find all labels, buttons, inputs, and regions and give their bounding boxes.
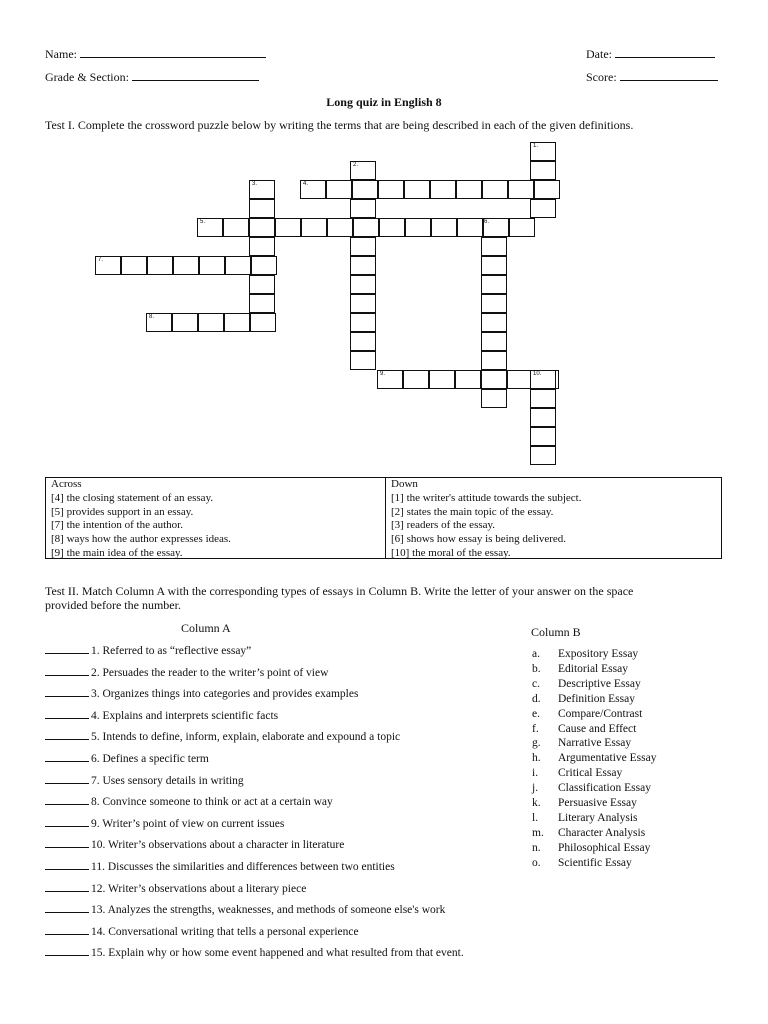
item-text: 14. Conversational writing that tells a personal experience (91, 925, 359, 938)
matching-item (45, 924, 359, 938)
crossword-cell[interactable] (327, 218, 353, 237)
crossword-cell[interactable] (198, 313, 224, 332)
essay-option (532, 842, 650, 854)
crossword-cell[interactable] (350, 313, 376, 332)
crossword-cell[interactable] (405, 218, 431, 237)
option-text: Scientific Essay (558, 856, 632, 869)
matching-item (45, 816, 284, 830)
crossword-cell[interactable] (350, 256, 376, 275)
matching-item (45, 708, 278, 722)
answer-blank[interactable] (45, 816, 89, 827)
matching-item (45, 859, 395, 873)
essay-option (532, 812, 638, 824)
grade-label: Grade & Section: (45, 70, 129, 84)
clue-number: 6. (484, 219, 490, 225)
essay-option (532, 723, 636, 735)
item-text: 15. Explain why or how some event happened and what resulted from that event. (91, 947, 464, 960)
clue-number: 5. (200, 219, 206, 225)
essay-option (532, 693, 635, 705)
essay-option (532, 648, 638, 660)
matching-item (45, 665, 328, 679)
page-title: Long quiz in English 8 (326, 95, 442, 109)
clue-number: 1. (533, 143, 539, 149)
answer-blank[interactable] (45, 881, 89, 892)
crossword-cell[interactable] (249, 275, 275, 294)
crossword-cell[interactable] (350, 199, 376, 218)
essay-option (532, 857, 632, 869)
item-text: 2. Persuades the reader to the writer’s point of view (91, 666, 329, 679)
down-column (386, 478, 721, 558)
matching-item (45, 881, 306, 895)
clue-number: 7. (98, 257, 104, 263)
answer-blank[interactable] (45, 686, 89, 697)
option-text: Editorial Essay (558, 662, 628, 675)
item-text: 3. Organizes things into categories and provides examples (91, 688, 359, 701)
crossword-cell[interactable] (350, 332, 376, 351)
crossword-cell[interactable] (352, 180, 378, 199)
crossword-cell[interactable] (249, 237, 275, 256)
essay-option (532, 737, 631, 749)
essay-option (532, 752, 656, 764)
option-letter: d. (532, 692, 541, 705)
answer-blank[interactable] (45, 665, 89, 676)
crossword-cell[interactable] (404, 180, 430, 199)
clue-number: 10. (533, 371, 542, 377)
essay-option (532, 767, 622, 779)
answer-blank[interactable] (45, 837, 89, 848)
across-column (46, 478, 385, 558)
crossword-cell[interactable] (172, 313, 198, 332)
clue-table (45, 477, 722, 559)
essay-option (532, 782, 651, 794)
down-clue: [2] states the main topic of the essay. (391, 505, 554, 518)
matching-item (45, 773, 244, 787)
item-text: 12. Writer’s observations about a literary piece (91, 882, 307, 895)
item-text: 5. Intends to define, inform, explain, elaborate and expound a topic (91, 731, 401, 744)
answer-blank[interactable] (45, 924, 89, 935)
option-letter: h. (532, 752, 541, 765)
down-clue: [10] the moral of the essay. (391, 546, 511, 559)
down-clue: [6] shows how essay is being delivered. (391, 533, 567, 546)
crossword-cell[interactable] (509, 218, 535, 237)
crossword-cell[interactable] (481, 370, 507, 389)
answer-blank[interactable] (45, 794, 89, 805)
option-letter: a. (532, 648, 540, 660)
crossword-cell[interactable] (147, 256, 173, 275)
item-text: 6. Defines a specific term (91, 753, 209, 765)
crossword-cell[interactable] (530, 389, 556, 408)
option-text: Cause and Effect (558, 722, 637, 735)
option-letter: j. (532, 782, 539, 795)
matching-item (45, 686, 358, 700)
crossword-cell[interactable] (455, 370, 481, 389)
essay-option (532, 827, 645, 839)
item-text: 11. Discusses the similarities and differences between two entities (91, 861, 395, 873)
answer-blank[interactable] (45, 773, 89, 784)
crossword-cell[interactable] (508, 180, 534, 199)
option-text: Classification Essay (558, 782, 651, 795)
matching-item (45, 751, 209, 765)
crossword-cell[interactable] (534, 180, 560, 199)
answer-blank[interactable] (45, 729, 89, 740)
matching-item (45, 945, 464, 959)
crossword-cell[interactable] (430, 180, 456, 199)
item-text: 1. Referred to as “reflective essay” (91, 645, 252, 657)
option-letter: n. (532, 841, 541, 854)
crossword-cell[interactable] (249, 218, 275, 237)
essay-option (532, 678, 641, 690)
option-text: Philosophical Essay (558, 841, 651, 854)
option-letter: o. (532, 856, 541, 869)
crossword-cell[interactable] (350, 237, 376, 256)
option-text: Definition Essay (558, 692, 635, 705)
crossword-cell[interactable] (530, 427, 556, 446)
crossword-cell[interactable] (251, 256, 277, 275)
essay-option (532, 663, 628, 675)
crossword-cell[interactable] (481, 313, 507, 332)
crossword-cell[interactable] (530, 446, 556, 465)
matching-item (45, 902, 445, 916)
crossword-cell[interactable] (482, 180, 508, 199)
across-clue: [4] the closing statement of an essay. (51, 491, 214, 504)
across-clue: [8] ways how the author expresses ideas. (51, 533, 231, 546)
option-text: Literary Analysis (558, 811, 638, 824)
option-letter: c. (532, 677, 540, 690)
answer-blank[interactable] (45, 643, 89, 654)
crossword-cell[interactable] (224, 313, 250, 332)
name-label: Name: (45, 47, 77, 61)
crossword-cell[interactable] (275, 218, 301, 237)
crossword-cell[interactable] (530, 161, 556, 180)
option-text: Expository Essay (558, 648, 639, 660)
crossword-cell[interactable] (481, 332, 507, 351)
crossword-cell[interactable] (403, 370, 429, 389)
date-label: Date: (586, 47, 612, 61)
crossword-grid (0, 0, 768, 480)
item-text: 13. Analyzes the strengths, weaknesses, and methods of someone else's work (91, 904, 446, 917)
option-letter: i. (532, 767, 539, 780)
option-letter: g. (532, 737, 541, 750)
crossword-cell[interactable] (223, 218, 249, 237)
crossword-cell[interactable] (481, 389, 507, 408)
clue-number: 8. (149, 314, 155, 320)
answer-blank[interactable] (45, 859, 89, 870)
crossword-cell[interactable] (378, 180, 404, 199)
test2-instruction-line1: Test II. Match Column A with the corresponding types of essays in Column B. Write the letter of your answer on the space (45, 584, 634, 598)
crossword-cell[interactable] (481, 256, 507, 275)
clue-number: 9. (380, 371, 386, 377)
crossword-cell[interactable] (350, 294, 376, 313)
essay-option (532, 797, 637, 809)
item-text: 8. Convince someone to think or act at a certain way (91, 796, 333, 809)
matching-item (45, 643, 251, 657)
crossword-cell[interactable] (250, 313, 276, 332)
crossword-cell[interactable] (173, 256, 199, 275)
crossword-cell[interactable] (429, 370, 455, 389)
matching-item (45, 837, 344, 851)
crossword-cell[interactable] (353, 218, 379, 237)
option-letter: b. (532, 662, 541, 675)
crossword-cell[interactable] (456, 180, 482, 199)
crossword-cell[interactable] (249, 199, 275, 218)
option-text: Narrative Essay (558, 737, 632, 750)
crossword-cell[interactable] (199, 256, 225, 275)
answer-blank[interactable] (45, 945, 89, 956)
option-letter: k. (532, 797, 541, 809)
clue-number: 2. (353, 162, 359, 168)
clue-number: 3. (252, 181, 258, 187)
option-text: Persuasive Essay (558, 797, 637, 809)
across-clue: [5] provides support in an essay. (51, 505, 194, 518)
across-clue: [9] the main idea of the essay. (51, 546, 183, 559)
across-clue: [7] the intention of the author. (51, 519, 183, 532)
answer-blank[interactable] (45, 902, 89, 913)
crossword-cell[interactable] (457, 218, 483, 237)
across-title: Across (51, 478, 82, 490)
column-a-title: Column A (181, 621, 231, 635)
option-letter: m. (532, 826, 544, 839)
answer-blank[interactable] (45, 708, 89, 719)
item-text: 10. Writer’s observations about a character in literature (91, 839, 345, 852)
item-text: 4. Explains and interprets scientific facts (91, 709, 279, 722)
crossword-cell[interactable] (481, 294, 507, 313)
option-text: Compare/Contrast (558, 707, 643, 720)
matching-item (45, 794, 333, 808)
down-title: Down (391, 478, 418, 490)
option-letter: e. (532, 707, 540, 720)
down-clue: [1] the writer's attitude towards the subject. (391, 491, 582, 504)
answer-blank[interactable] (45, 751, 89, 762)
crossword-cell[interactable] (249, 294, 275, 313)
item-text: 9. Writer’s point of view on current issues (91, 817, 285, 830)
essay-option (532, 708, 642, 720)
down-clue: [3] readers of the essay. (391, 519, 496, 532)
option-letter: l. (532, 811, 539, 824)
test1-instruction: Test I. Complete the crossword puzzle below by writing the terms that are being described in each of the given definitions. (45, 118, 634, 132)
matching-item (45, 729, 400, 743)
crossword-cell[interactable] (350, 275, 376, 294)
crossword-cell[interactable] (350, 351, 376, 370)
crossword-cell[interactable] (481, 237, 507, 256)
crossword-cell[interactable] (530, 408, 556, 427)
crossword-cell[interactable] (379, 218, 405, 237)
crossword-cell[interactable] (431, 218, 457, 237)
option-letter: f. (532, 722, 539, 735)
crossword-cell[interactable] (530, 199, 556, 218)
clue-number: 4. (303, 181, 309, 187)
column-b-title: Column B (531, 625, 581, 639)
crossword-cell[interactable] (326, 180, 352, 199)
item-text: 7. Uses sensory details in writing (91, 774, 244, 787)
option-text: Critical Essay (558, 767, 623, 780)
crossword-cell[interactable] (225, 256, 251, 275)
crossword-cell[interactable] (301, 218, 327, 237)
test2-instruction-line2: provided before the number. (45, 598, 181, 612)
score-label: Score: (586, 70, 617, 84)
crossword-cell[interactable] (481, 351, 507, 370)
option-text: Argumentative Essay (558, 752, 657, 765)
crossword-cell[interactable] (481, 275, 507, 294)
option-text: Descriptive Essay (558, 677, 641, 690)
option-text: Character Analysis (558, 826, 646, 839)
crossword-cell[interactable] (121, 256, 147, 275)
